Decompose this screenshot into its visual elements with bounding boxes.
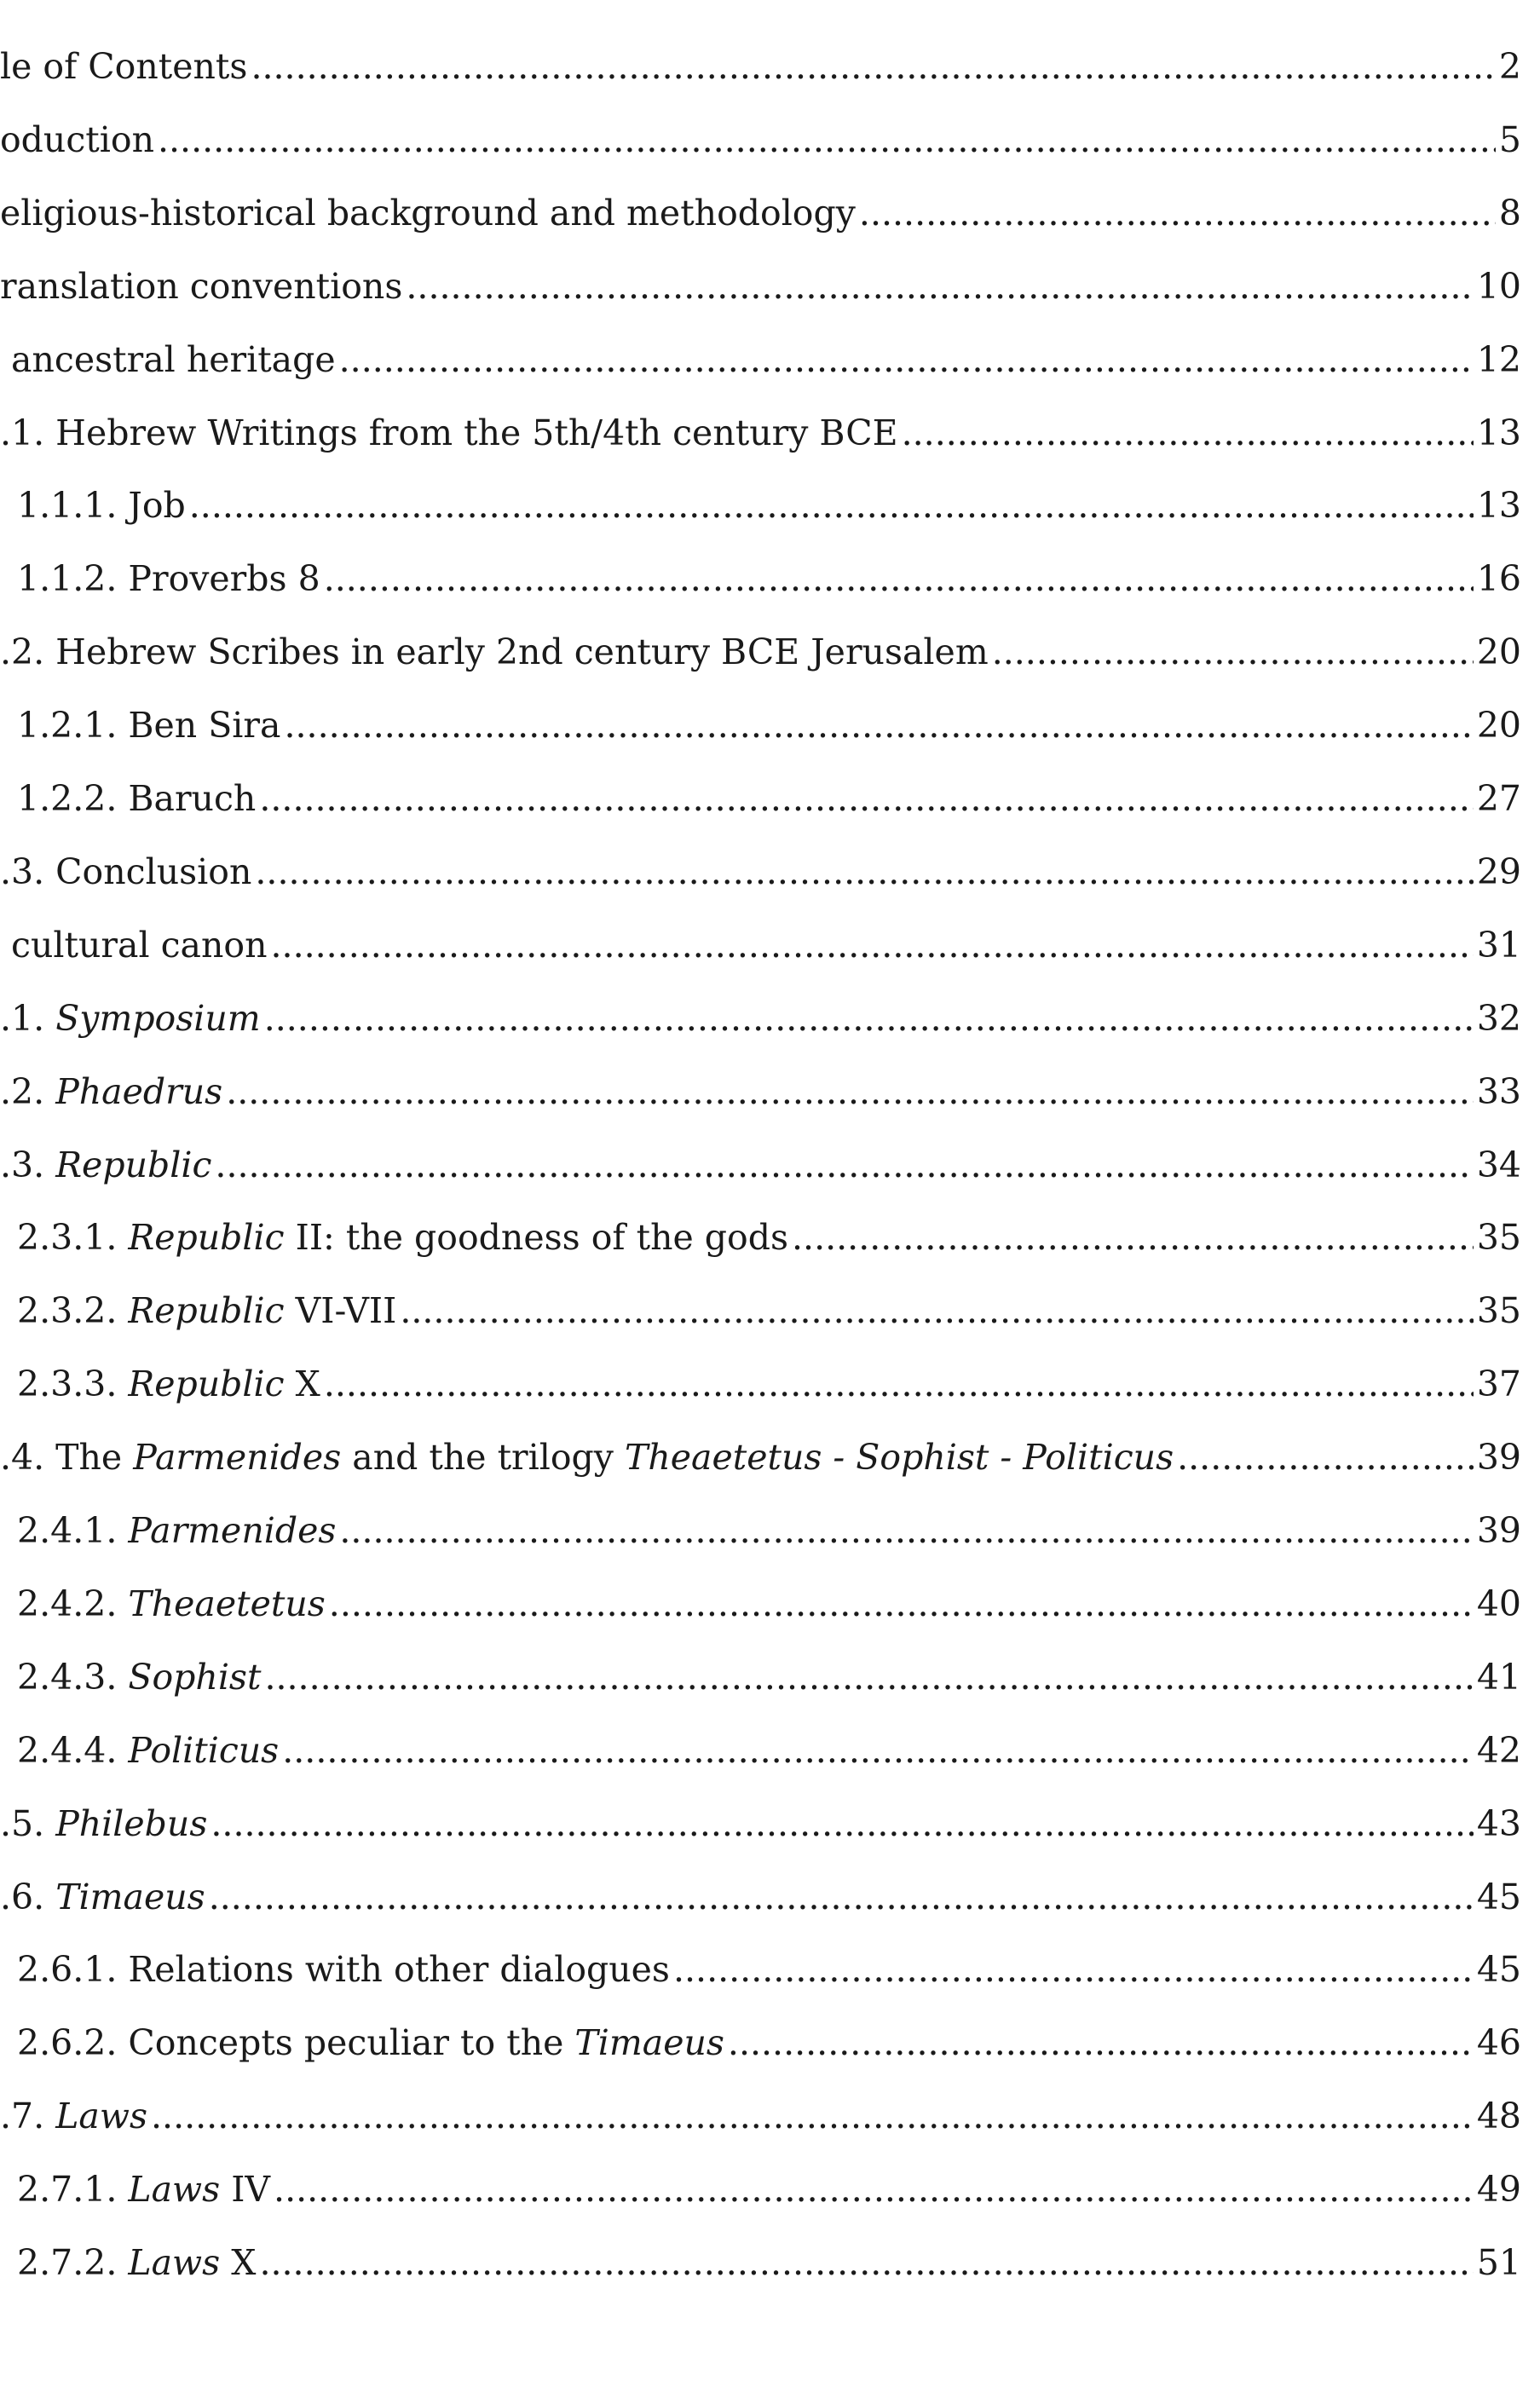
toc-page-number: 16 bbox=[1476, 558, 1521, 600]
toc-dot-leader bbox=[339, 1505, 1473, 1556]
toc-title-italic: Republic bbox=[128, 1364, 285, 1405]
toc-page-number: 35 bbox=[1476, 1217, 1521, 1259]
toc-entry[interactable] bbox=[0, 1432, 1521, 1483]
toc-title-text: .2. bbox=[0, 1070, 56, 1112]
toc-page-number: 51 bbox=[1476, 2242, 1521, 2283]
toc-title-italic: Republic bbox=[128, 1290, 285, 1332]
toc-dot-leader bbox=[209, 1871, 1474, 1923]
toc-entry[interactable] bbox=[0, 700, 1521, 751]
toc-entry[interactable] bbox=[0, 2090, 1521, 2142]
toc-entry-title bbox=[0, 993, 261, 1044]
toc-dot-leader bbox=[339, 334, 1474, 385]
toc-page-number: 49 bbox=[1476, 2169, 1521, 2211]
toc-entry-title bbox=[0, 626, 989, 677]
toc-entry-title bbox=[0, 1871, 205, 1923]
toc-page-number: 10 bbox=[1476, 265, 1521, 307]
toc-title-text: eligious-historical background and methodology bbox=[0, 192, 856, 234]
toc-title-text: X bbox=[220, 2242, 257, 2283]
toc-page-number: 12 bbox=[1476, 338, 1521, 380]
toc-page-number: 34 bbox=[1476, 1144, 1521, 1185]
toc-page-number: 39 bbox=[1476, 1437, 1521, 1479]
toc-page-number: 43 bbox=[1476, 1802, 1521, 1844]
toc-entry[interactable] bbox=[0, 1066, 1521, 1117]
toc-dot-leader bbox=[264, 993, 1474, 1044]
toc-page-number: 13 bbox=[1476, 412, 1521, 453]
toc-entry-title bbox=[0, 1066, 222, 1117]
toc-entry-title bbox=[0, 846, 251, 897]
toc-title-text: 1.2.2. Baruch bbox=[17, 778, 257, 819]
toc-entry-title bbox=[0, 1798, 207, 1849]
toc-entry[interactable] bbox=[0, 846, 1521, 897]
toc-entry-title bbox=[17, 553, 320, 604]
toc-entry-title bbox=[17, 2164, 270, 2215]
toc-dot-leader bbox=[271, 920, 1474, 971]
toc-entry[interactable] bbox=[0, 1944, 1521, 1995]
toc-page-number: 45 bbox=[1476, 1949, 1521, 1991]
toc-entry[interactable] bbox=[0, 261, 1521, 312]
toc-entry-title bbox=[0, 920, 268, 971]
toc-entry-title bbox=[0, 41, 247, 92]
toc-entry[interactable] bbox=[0, 407, 1521, 458]
toc-entry-title bbox=[0, 2090, 147, 2142]
toc-entry-title bbox=[17, 773, 256, 824]
toc-dot-leader bbox=[158, 114, 1496, 165]
toc-entry-title bbox=[0, 407, 898, 458]
toc-title-italic: Laws bbox=[128, 2169, 221, 2211]
toc-entry[interactable] bbox=[0, 1725, 1521, 1776]
toc-dot-leader bbox=[211, 1798, 1473, 1849]
toc-title-text: .7. bbox=[0, 2096, 56, 2137]
toc-page-number: 46 bbox=[1476, 2022, 1521, 2064]
toc-entry-title bbox=[0, 1139, 211, 1191]
toc-title-italic: Philebus bbox=[55, 1802, 208, 1844]
toc-entry[interactable] bbox=[0, 993, 1521, 1044]
toc-page-number: 35 bbox=[1476, 1290, 1521, 1332]
toc-entry-title bbox=[0, 114, 154, 165]
toc-title-italic: Laws bbox=[128, 2242, 221, 2283]
toc-entry[interactable] bbox=[0, 2164, 1521, 2215]
toc-title-text: 1.1.2. Proverbs 8 bbox=[17, 558, 320, 600]
toc-dot-leader bbox=[215, 1139, 1473, 1191]
toc-title-text: 1.2.1. Ben Sira bbox=[17, 705, 281, 747]
toc-page-number: 42 bbox=[1476, 1729, 1521, 1771]
toc-entry[interactable] bbox=[0, 1358, 1521, 1410]
toc-title-text: .3. bbox=[0, 1144, 56, 1185]
toc-title-text: 2.3.2. bbox=[17, 1290, 129, 1332]
toc-page-number: 8 bbox=[1498, 192, 1521, 234]
toc-title-italic: Symposium bbox=[55, 997, 261, 1039]
toc-page-number: 32 bbox=[1476, 997, 1521, 1039]
toc-entry[interactable] bbox=[0, 41, 1521, 92]
toc-entry-title bbox=[0, 187, 856, 239]
toc-title-text: 1.1.1. Job bbox=[17, 485, 186, 527]
toc-entry-title bbox=[17, 1212, 788, 1263]
toc-dot-leader bbox=[151, 2090, 1474, 2142]
toc-entry-title bbox=[17, 2237, 256, 2288]
toc-entry[interactable] bbox=[0, 480, 1521, 531]
toc-page-number: 29 bbox=[1476, 850, 1521, 892]
toc-entry-title bbox=[17, 1944, 670, 1995]
toc-page-number: 41 bbox=[1476, 1656, 1521, 1698]
toc-dot-leader bbox=[329, 1578, 1474, 1629]
toc-entry-title bbox=[17, 1652, 261, 1703]
toc-page-number: 48 bbox=[1476, 2096, 1521, 2137]
toc-title-text: .1. bbox=[0, 997, 56, 1039]
toc-title-italic: Parmenides bbox=[128, 1510, 337, 1551]
toc-title-text: and the trilogy bbox=[341, 1437, 625, 1479]
toc-title-italic: Timaeus bbox=[55, 1876, 205, 1917]
toc-page-number: 39 bbox=[1476, 1510, 1521, 1551]
toc-title-text: 2.3.1. bbox=[17, 1217, 129, 1259]
toc-page-number: 40 bbox=[1476, 1583, 1521, 1624]
toc-dot-leader bbox=[226, 1066, 1474, 1117]
toc-entry-title bbox=[17, 1578, 326, 1629]
toc-title-italic: Laws bbox=[55, 2096, 147, 2137]
toc-dot-leader bbox=[259, 2237, 1473, 2288]
toc-title-italic: Theaetetus bbox=[128, 1583, 326, 1624]
toc-entry[interactable] bbox=[0, 1285, 1521, 1336]
toc-entry[interactable] bbox=[0, 920, 1521, 971]
toc-title-text: .1. Hebrew Writings from the 5th/4th century BCE bbox=[0, 412, 898, 453]
toc-dot-leader bbox=[282, 1725, 1474, 1776]
toc-title-text: .3. Conclusion bbox=[0, 850, 252, 892]
toc-dot-leader bbox=[728, 2017, 1474, 2068]
toc-title-italic: Politicus bbox=[128, 1729, 280, 1771]
toc-title-italic: Timaeus bbox=[574, 2022, 724, 2064]
toc-entry-title bbox=[17, 700, 280, 751]
toc-page-number: 31 bbox=[1476, 924, 1521, 966]
toc-entry[interactable] bbox=[0, 2237, 1521, 2288]
toc-dot-leader bbox=[189, 480, 1474, 531]
toc-title-text: cultural canon bbox=[0, 924, 268, 966]
toc-dot-leader bbox=[902, 407, 1474, 458]
toc-dot-leader bbox=[284, 700, 1473, 751]
toc-entry[interactable] bbox=[0, 187, 1521, 239]
toc-title-italic: Republic bbox=[55, 1144, 212, 1185]
toc-entry[interactable] bbox=[0, 1578, 1521, 1629]
toc-page-number: 33 bbox=[1476, 1070, 1521, 1112]
toc-entry-title bbox=[0, 261, 402, 312]
toc-entry-title bbox=[0, 334, 336, 385]
toc-entry-title bbox=[17, 2017, 724, 2068]
toc-entry[interactable] bbox=[0, 1798, 1521, 1849]
toc-dot-leader bbox=[1177, 1432, 1474, 1483]
toc-title-italic: Republic bbox=[128, 1217, 285, 1259]
toc-title-text: X bbox=[284, 1364, 320, 1405]
toc-dot-leader bbox=[251, 41, 1495, 92]
toc-entry-title bbox=[17, 1505, 336, 1556]
toc-page-number: 37 bbox=[1476, 1364, 1521, 1405]
toc-title-text: ranslation conventions bbox=[0, 265, 403, 307]
toc-entry-title bbox=[17, 1358, 320, 1410]
toc-dot-leader bbox=[324, 1358, 1474, 1410]
toc-page-number: 13 bbox=[1476, 485, 1521, 527]
toc-title-italic: Parmenides bbox=[133, 1437, 342, 1479]
toc-dot-leader bbox=[792, 1212, 1474, 1263]
toc-dot-leader bbox=[673, 1944, 1474, 1995]
toc-page-number: 45 bbox=[1476, 1876, 1521, 1917]
toc-title-text: 2.4.3. bbox=[17, 1656, 129, 1698]
toc-dot-leader bbox=[992, 626, 1474, 677]
toc-title-text: .6. bbox=[0, 1876, 56, 1917]
toc-entry[interactable] bbox=[0, 626, 1521, 677]
toc-title-italic: Sophist bbox=[128, 1656, 262, 1698]
toc-title-text: le of Contents bbox=[0, 46, 248, 87]
toc-title-text: .4. The bbox=[0, 1437, 134, 1479]
toc-entry[interactable] bbox=[0, 334, 1521, 385]
toc-title-text: oduction bbox=[0, 118, 154, 160]
toc-page-number: 5 bbox=[1498, 118, 1521, 160]
toc-title-text: 2.6.1. Relations with other dialogues bbox=[17, 1949, 670, 1991]
toc-page-number: 20 bbox=[1476, 631, 1521, 673]
toc-entry[interactable] bbox=[0, 1505, 1521, 1556]
toc-dot-leader bbox=[259, 773, 1473, 824]
toc-title-text: II: the goodness of the gods bbox=[284, 1217, 788, 1259]
toc-page-number: 27 bbox=[1476, 778, 1521, 819]
toc-title-text: 2.7.1. bbox=[17, 2169, 129, 2211]
toc-entry-title bbox=[17, 1285, 396, 1336]
toc-title-text: IV bbox=[220, 2169, 271, 2211]
toc-title-text: .5. bbox=[0, 1802, 56, 1844]
toc-title-text: 2.4.2. bbox=[17, 1583, 129, 1624]
toc-entry[interactable] bbox=[0, 1871, 1521, 1923]
toc-title-italic: Phaedrus bbox=[55, 1070, 223, 1112]
toc-dot-leader bbox=[274, 2164, 1474, 2215]
toc-page-number: 20 bbox=[1476, 705, 1521, 747]
toc-entry-title bbox=[17, 1725, 279, 1776]
toc-entry[interactable] bbox=[0, 1212, 1521, 1263]
toc-entry[interactable] bbox=[0, 114, 1521, 165]
toc-title-text: 2.7.2. bbox=[17, 2242, 129, 2283]
toc-entry[interactable] bbox=[0, 1652, 1521, 1703]
toc-entry[interactable] bbox=[0, 2017, 1521, 2068]
toc-title-text: VI-VII bbox=[284, 1290, 397, 1332]
toc-dot-leader bbox=[859, 187, 1496, 239]
toc-title-italic: Theaetetus - Sophist - Politicus bbox=[625, 1437, 1174, 1479]
toc-title-text: 2.3.3. bbox=[17, 1364, 129, 1405]
toc-title-text: ancestral heritage bbox=[0, 338, 336, 380]
toc-title-text: .2. Hebrew Scribes in early 2nd century BCE Jerusalem bbox=[0, 631, 989, 673]
toc-title-text: 2.4.4. bbox=[17, 1729, 129, 1771]
toc-page-number: 2 bbox=[1498, 46, 1521, 87]
toc-entry[interactable] bbox=[0, 553, 1521, 604]
toc-entry[interactable] bbox=[0, 1139, 1521, 1191]
toc-dot-leader bbox=[255, 846, 1473, 897]
toc-dot-leader bbox=[264, 1652, 1473, 1703]
toc-entry-title bbox=[17, 480, 186, 531]
toc-dot-leader bbox=[324, 553, 1474, 604]
toc-dot-leader bbox=[406, 261, 1473, 312]
toc-title-text: 2.6.2. Concepts peculiar to the bbox=[17, 2022, 575, 2064]
toc-entry[interactable] bbox=[0, 773, 1521, 824]
toc-dot-leader bbox=[400, 1285, 1474, 1336]
toc-title-text: 2.4.1. bbox=[17, 1510, 129, 1551]
toc-entry-title bbox=[0, 1432, 1174, 1483]
